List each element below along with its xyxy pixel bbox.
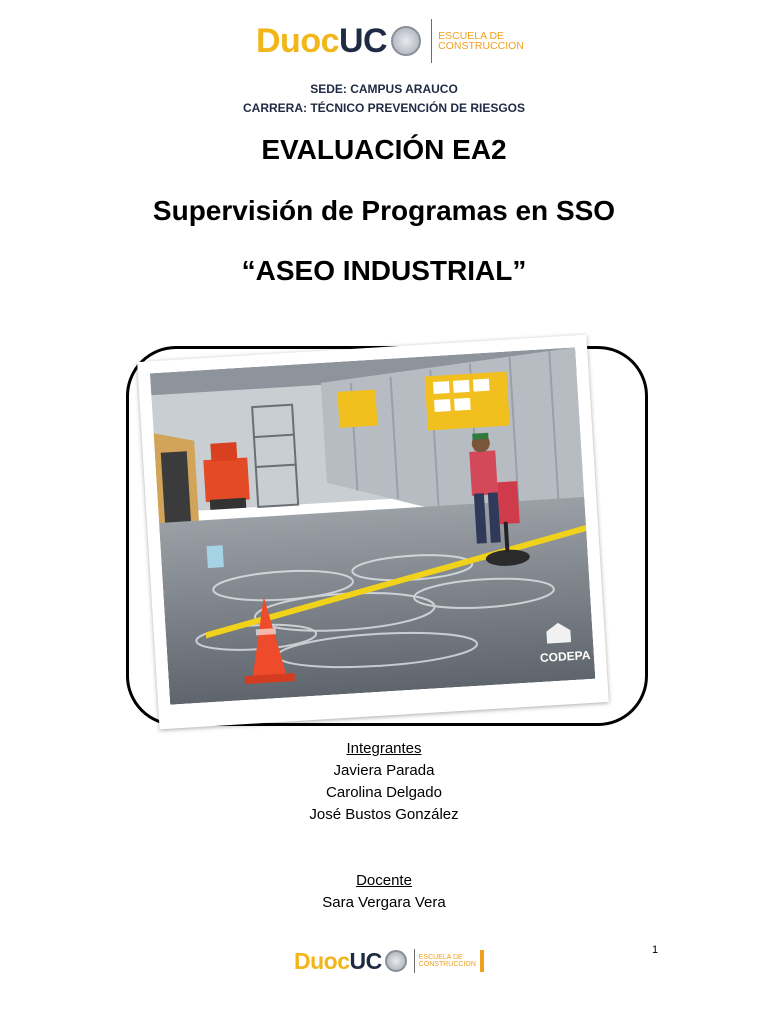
logo-school-line1: ESCUELA DE [438, 29, 505, 42]
footer-logo-uc-text: UC [349, 947, 382, 974]
seal-icon [391, 26, 421, 56]
evaluation-title: EVALUACIÓN EA2 [261, 134, 507, 165]
career-line: CARRERA: TÉCNICO PREVENCIÓN DE RIESGOS [242, 101, 526, 115]
course-title: Supervisión de Programas en SSO [152, 195, 616, 226]
footer-logo-school-text [419, 954, 476, 968]
members-heading: Integrantes [346, 740, 422, 757]
teacher-name: Sara Vergara Vera [322, 894, 446, 911]
logo-school-text [438, 31, 524, 52]
campus-line: SEDE: CAMPUS ARAUCO [310, 82, 458, 96]
topic-title: “ASEO INDUSTRIAL” [241, 255, 527, 286]
footer-logo-school-line2: CONSTRUCCION [418, 961, 476, 968]
footer-logo-bar [480, 950, 484, 972]
seal-icon [385, 950, 407, 972]
logo-duoc-text: Duoc [256, 21, 339, 60]
logo-divider [431, 19, 432, 63]
page-number: 1 [652, 944, 659, 956]
footer-logo-school-line1: ESCUELA DE [418, 954, 463, 961]
member-name: Javiera Parada [333, 762, 435, 779]
teacher-heading: Docente [356, 872, 412, 889]
member-name: Carolina Delgado [326, 784, 442, 801]
footer-logo-duoc-text: Duoc [294, 947, 350, 974]
photo-illustration [150, 347, 595, 704]
members-section [0, 738, 768, 826]
cover-photo-frame [137, 335, 609, 730]
logo-uc-text: UC [339, 21, 388, 60]
header-logo [256, 16, 524, 66]
logo-school-line2: CONSTRUCCION [438, 40, 524, 52]
teacher-section [0, 870, 768, 914]
photo-watermark: CODEPA [539, 647, 591, 666]
footer-logo-divider [414, 949, 415, 973]
industrial-cleaning-photo [150, 347, 595, 704]
footer-logo [294, 944, 484, 978]
member-name: José Bustos González [309, 806, 459, 823]
